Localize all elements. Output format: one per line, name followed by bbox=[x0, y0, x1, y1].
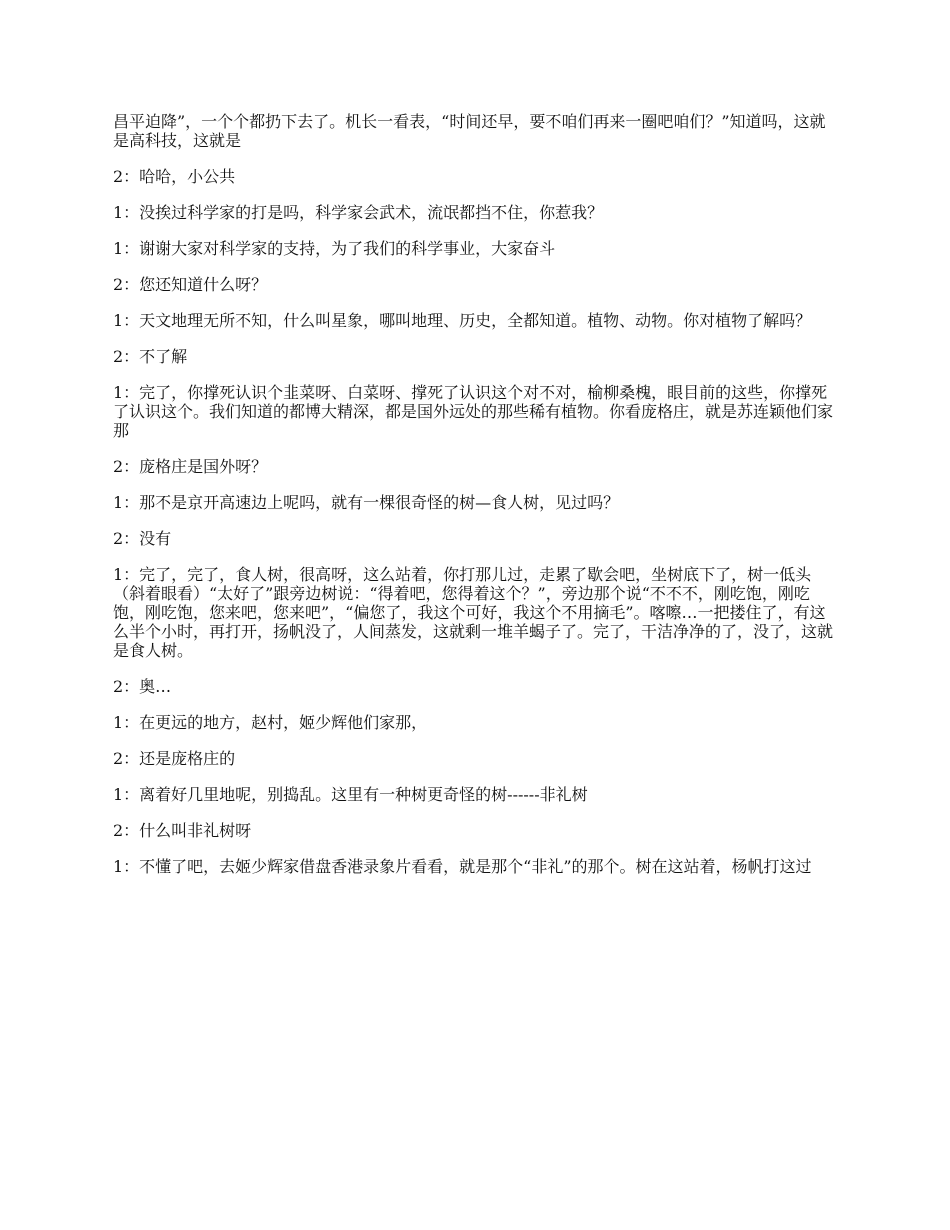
paragraph-15: 2：还是庞格庄的 bbox=[113, 749, 236, 768]
paragraph-6: 1：天文地理无所不知，什么叫星象，哪叫地理、历史，全都知道。植物、动物。你对植物了解吗？ bbox=[113, 311, 812, 330]
paragraph-7: 2：不了解 bbox=[113, 347, 188, 366]
paragraph-9: 2：庞格庄是国外呀？ bbox=[113, 457, 268, 476]
paragraph-17: 2：什么叫非礼树呀 bbox=[113, 821, 252, 840]
paragraph-13: 2：奥… bbox=[113, 677, 172, 696]
paragraph-11: 2：没有 bbox=[113, 529, 172, 548]
paragraph-16: 1：离着好几里地呢，别捣乱。这里有一种树更奇怪的树------非礼树 bbox=[113, 785, 588, 804]
paragraph-10: 1：那不是京开高速边上呢吗，就有一棵很奇怪的树—食人树，见过吗？ bbox=[113, 493, 620, 512]
document-body bbox=[113, 112, 838, 893]
paragraph-5: 2：您还知道什么呀？ bbox=[113, 275, 268, 294]
paragraph-8: 1：完了，你撑死认识个韭菜呀、白菜呀、撑死了认识这个对不对，榆柳桑槐，眼目前的这些，你撑死了认识这个。我们知道的都博大精深，都是国外远处的那些稀有植物。你看庞格庄，就是苏连颖他们家那 bbox=[113, 383, 834, 440]
paragraph-1: 昌平迫降”，一个个都扔下去了。机长一看表，“时间还早，要不咱们再来一圈吧咱们？”知道吗，这就是高科技，这就是 bbox=[113, 112, 826, 150]
paragraph-4: 1：谢谢大家对科学家的支持，为了我们的科学事业，大家奋斗 bbox=[113, 239, 556, 258]
paragraph-3: 1：没挨过科学家的打是吗，科学家会武术，流氓都挡不住，你惹我？ bbox=[113, 203, 604, 222]
paragraph-2: 2：哈哈，小公共 bbox=[113, 167, 236, 186]
paragraph-12: 1：完了，完了，食人树，很高呀，这么站着，你打那儿过，走累了歇会吧，坐树底下了，树一低头（斜着眼看）“太好了”跟旁边树说：“得着吧，您得着这个？”，旁边那个说“不不不，刚吃饱，刚吃饱，刚吃饱，您来吧，您来吧”，“偏您了，我这个可好，我这个不用摘毛”。喀嚓…一把搂住了，有这么半个小时，再打开，扬帆没了，人间蒸发，这就剩一堆羊蝎子了。完了，干洁净净的了，没了，这就是食人树。 bbox=[113, 565, 834, 660]
paragraph-18: 1：不懂了吧，去姬少辉家借盘香港录象片看看，就是那个“非礼”的那个。树在这站着，杨帆打这过 bbox=[113, 857, 812, 876]
paragraph-14: 1：在更远的地方，赵村，姬少辉他们家那， bbox=[113, 713, 428, 732]
